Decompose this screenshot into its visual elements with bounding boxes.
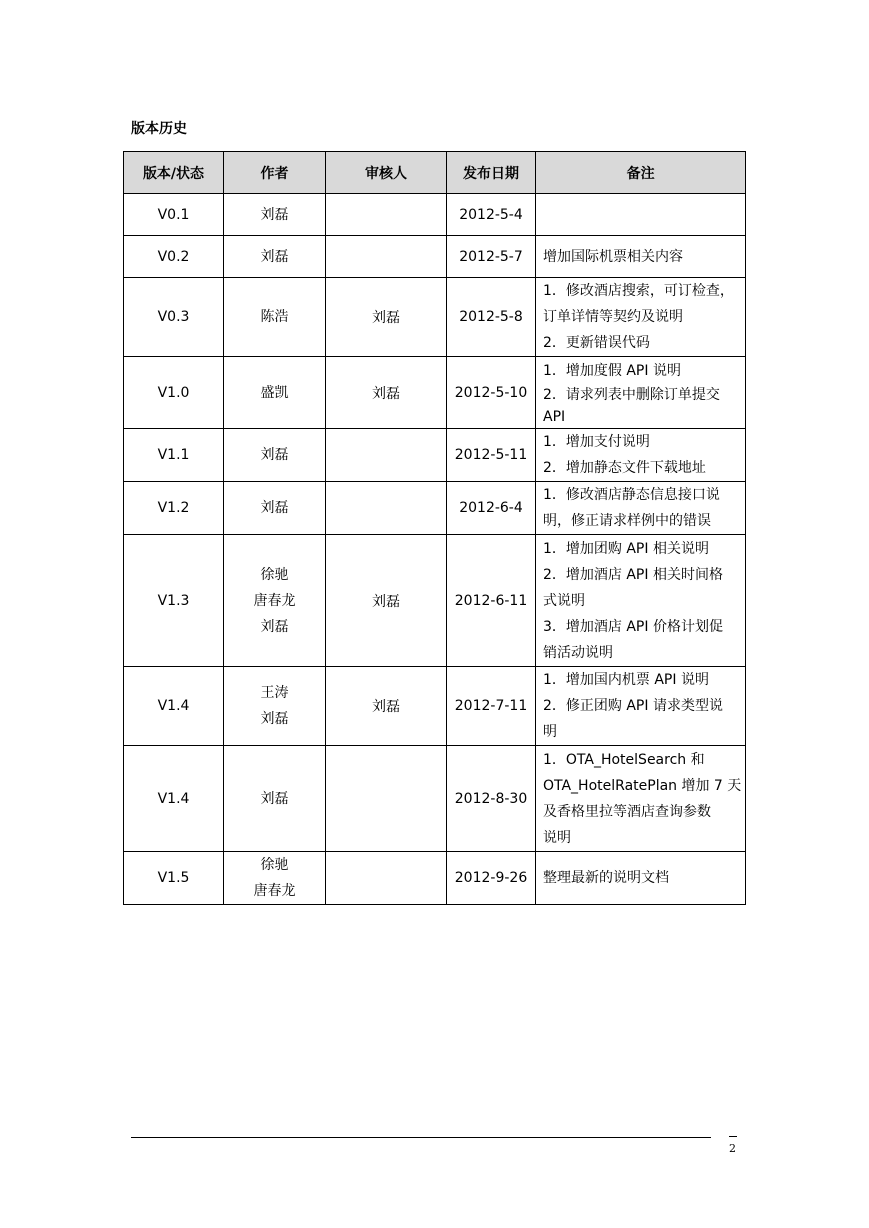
version-cell: V1.0 [124,357,224,429]
table-header-row [124,152,746,194]
table-row [124,482,746,535]
author-name: 刘磊 [260,711,289,727]
author-name: 刘磊 [260,618,289,635]
table-row [124,236,746,278]
reviewer-cell [326,236,447,278]
note-line: 3．增加酒店 API 价格计划促 [543,618,723,635]
notes-cell [536,667,746,746]
version-history-table [123,151,746,905]
version-cell: V0.2 [124,236,224,278]
date-cell: 2012-5-10 [447,357,536,429]
date-cell: 2012-8-30 [447,746,536,852]
page-number-mark [729,1136,737,1137]
note-line: 销活动说明 [543,644,613,661]
header-reviewer: 审核人 [326,152,447,194]
note-line: 增加国际机票相关内容 [543,248,683,265]
reviewer-cell [326,482,447,535]
version-cell: V1.5 [124,852,224,905]
note-line: 整理最新的说明文档 [543,870,669,886]
author-name: 陈浩 [260,309,289,325]
notes-cell [536,236,746,278]
table-row [124,278,746,357]
notes-cell [536,482,746,535]
version-cell: V1.3 [124,535,224,667]
header-author: 作者 [224,152,326,194]
date-cell: 2012-6-11 [447,535,536,667]
author-name: 徐驰 [260,566,289,583]
author-name: 王涛 [260,685,289,701]
author-name: 刘磊 [260,790,289,807]
table-row [124,852,746,905]
header-version: 版本/状态 [124,152,224,194]
header-date: 发布日期 [447,152,536,194]
header-notes: 备注 [536,152,746,194]
note-line: 2．增加静态文件下载地址 [543,460,706,476]
note-line: 订单详情等契约及说明 [543,309,683,325]
table-row [124,429,746,482]
table-row [124,667,746,746]
date-cell: 2012-7-11 [447,667,536,746]
reviewer-cell [326,746,447,852]
footer-rule [131,1137,711,1138]
date-cell: 2012-9-26 [447,852,536,905]
note-line: 2．请求列表中删除订单提交 [543,386,720,403]
reviewer-cell [326,429,447,482]
author-cell [224,278,326,357]
note-line: 1．增加度假 API 说明 [543,362,681,379]
note-line: 1．修改酒店搜索，可订检查， [543,283,734,299]
note-line: 2．修正团购 API 请求类型说 [543,698,723,714]
section-title: 版本历史 [131,121,187,137]
version-cell: V0.1 [124,194,224,236]
date-cell: 2012-6-4 [447,482,536,535]
table-row [124,194,746,236]
reviewer-cell: 刘磊 [326,667,447,746]
author-cell [224,357,326,429]
date-cell: 2012-5-8 [447,278,536,357]
table-row [124,535,746,667]
author-name: 刘磊 [260,447,289,463]
author-cell [224,535,326,667]
note-line: 明 [543,724,557,740]
author-name: 盛凯 [260,384,289,401]
page-number: 2 [729,1142,736,1155]
date-cell: 2012-5-11 [447,429,536,482]
notes-cell [536,357,746,429]
author-cell [224,852,326,905]
reviewer-cell: 刘磊 [326,278,447,357]
author-name: 唐春龙 [253,883,296,899]
version-cell: V1.2 [124,482,224,535]
reviewer-cell [326,852,447,905]
notes-cell [536,194,746,236]
note-line: 1．OTA_HotelSearch 和 [543,751,705,768]
notes-cell [536,429,746,482]
author-cell [224,482,326,535]
date-cell: 2012-5-4 [447,194,536,236]
note-line: 式说明 [543,592,585,609]
table-row [124,357,746,429]
version-cell: V1.1 [124,429,224,482]
author-cell [224,236,326,278]
notes-cell [536,535,746,667]
author-cell [224,194,326,236]
note-line: 1．修改酒店静态信息接口说 [543,487,720,503]
table-row [124,746,746,852]
author-name: 徐驰 [260,857,289,873]
note-line: 及香格里拉等酒店查询参数 [543,803,711,820]
note-line: 明，修正请求样例中的错误 [543,513,711,529]
date-cell: 2012-5-7 [447,236,536,278]
note-line: 1．增加团购 API 相关说明 [543,540,709,557]
note-line: 2．更新错误代码 [543,335,650,351]
reviewer-cell [326,194,447,236]
author-cell [224,746,326,852]
note-line: 1．增加支付说明 [543,434,650,450]
notes-cell [536,852,746,905]
version-cell: V1.4 [124,746,224,852]
note-line: OTA_HotelRatePlan 增加 7 天 [543,777,742,794]
version-cell: V0.3 [124,278,224,357]
note-line: 说明 [543,829,571,846]
note-line: 2．增加酒店 API 相关时间格 [543,566,723,583]
note-line: 1．增加国内机票 API 说明 [543,672,709,688]
author-name: 刘磊 [260,500,289,516]
notes-cell [536,278,746,357]
author-name: 刘磊 [260,248,289,265]
reviewer-cell: 刘磊 [326,535,447,667]
reviewer-cell: 刘磊 [326,357,447,429]
author-name: 刘磊 [260,206,289,223]
note-line: API [543,408,566,425]
author-cell [224,667,326,746]
notes-cell [536,746,746,852]
author-cell [224,429,326,482]
author-name: 唐春龙 [253,592,296,609]
version-cell: V1.4 [124,667,224,746]
